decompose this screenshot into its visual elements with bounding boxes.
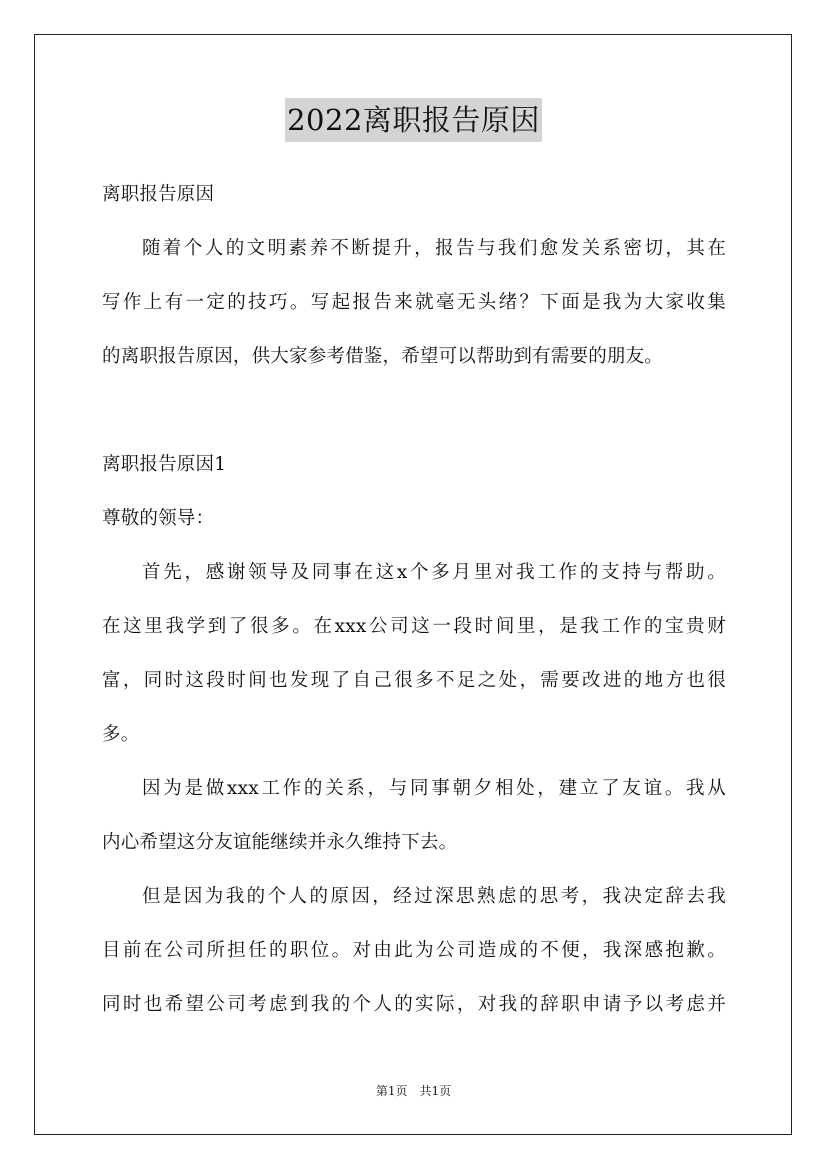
- paragraph1-line-1: 首先，感谢领导及同事在这x个多月里对我工作的支持与帮助。: [142, 562, 726, 583]
- paragraph1-line-4: 多。: [102, 724, 140, 745]
- section-heading: 离职报告原因: [102, 184, 215, 205]
- paragraph1-line-2: 在这里我学到了很多。在xxx公司这一段时间里，是我工作的宝贵财: [102, 616, 726, 637]
- document-title: 2022离职报告原因: [285, 98, 542, 142]
- intro-line-3: 的离职报告原因，供大家参考借鉴，希望可以帮助到有需要的朋友。: [102, 346, 664, 367]
- paragraph3-line-1: 但是因为我的个人的原因，经过深思熟虑的思考，我决定辞去我: [142, 886, 726, 907]
- intro-line-1: 随着个人的文明素养不断提升，报告与我们愈发关系密切，其在: [142, 238, 726, 259]
- document-body: [102, 168, 726, 1032]
- paragraph2-line-1: 因为是做xxx工作的关系，与同事朝夕相处，建立了友谊。我从: [142, 778, 726, 799]
- letter-title: 离职报告原因1: [102, 454, 227, 475]
- intro-line-2: 写作上有一定的技巧。写起报告来就毫无头绪？下面是我为大家收集: [102, 292, 726, 313]
- paragraph3-line-2: 目前在公司所担任的职位。对由此为公司造成的不便，我深感抱歉。: [102, 940, 726, 961]
- spacer: [102, 384, 726, 438]
- title-container: [0, 98, 827, 142]
- paragraph3-line-3: 同时也希望公司考虑到我的个人的实际，对我的辞职申请予以考虑并: [102, 994, 726, 1015]
- page-number: 第1页: [375, 1084, 408, 1098]
- paragraph2-line-2: 内心希望这分友谊能继续并永久维持下去。: [102, 832, 458, 853]
- salutation: 尊敬的领导：: [102, 508, 215, 529]
- page-footer: [0, 1082, 827, 1100]
- paragraph1-line-3: 富，同时这段时间也发现了自己很多不足之处，需要改进的地方也很: [102, 670, 726, 691]
- page-total: 共1页: [419, 1084, 452, 1098]
